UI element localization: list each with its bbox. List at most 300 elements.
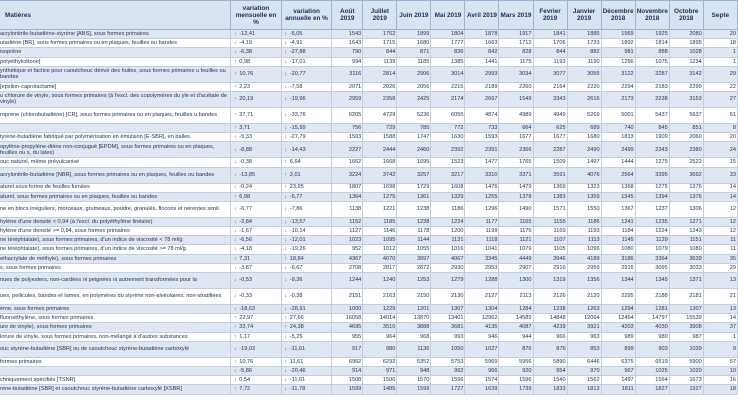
arrow-down-icon: ↓ xyxy=(284,146,288,153)
variation-value: 10,76 xyxy=(239,71,254,78)
cell-month-value: 2120 xyxy=(567,289,601,305)
variation-value: -0,33 xyxy=(239,293,252,300)
table-row[interactable] xyxy=(0,123,738,132)
cell-variation-mensuelle xyxy=(231,236,282,245)
arrow-up-icon: ↑ xyxy=(233,96,237,103)
table-row[interactable] xyxy=(0,167,738,183)
cell-month-value: 2189 xyxy=(465,82,499,91)
cell-month-value: 1485 xyxy=(363,385,397,394)
cell-month-value: 1599 xyxy=(332,385,363,394)
cell-variation-mensuelle xyxy=(231,183,282,192)
cell-matiere: lorure de vinyle, sous formes primaires, non-mélangé à d'autres substances xyxy=(0,332,231,341)
cell-month-value: 1113 xyxy=(567,236,601,245)
arrow-down-icon: ↓ xyxy=(284,193,288,200)
cell-month-value: 1762 xyxy=(363,30,397,39)
variation-value: -6,38 xyxy=(239,49,252,56)
cell-month-value: 1677 xyxy=(533,133,567,142)
cell-month-value: 5900 xyxy=(669,357,703,366)
cell-matiere: ne en blocs irréguliers, morceaux, grumeaux, poudre, granulés, flocons et nérentes simil. xyxy=(0,201,231,217)
cell-variation-annuelle xyxy=(281,39,332,48)
header-month[interactable]: Septe xyxy=(703,1,737,30)
cell-variation-annuelle xyxy=(281,236,332,245)
cell-variation-mensuelle xyxy=(231,82,282,91)
cell-month-value: 1177 xyxy=(465,217,499,226)
cell-month-value: 1079 xyxy=(635,245,669,254)
header-month[interactable]: Décembre 2018 xyxy=(601,1,635,30)
cell-month-value: 876 xyxy=(533,341,567,357)
cell-month-value: 992 xyxy=(431,366,465,375)
cell-month-value: 3639 xyxy=(669,254,703,263)
cell-variation-annuelle xyxy=(281,192,332,201)
cell-month-value: 1185 xyxy=(397,57,431,66)
table-row[interactable] xyxy=(0,357,738,366)
arrow-down-icon: ↓ xyxy=(233,206,237,213)
variation-value: 2,23 xyxy=(239,83,251,90)
cell-variation-mensuelle xyxy=(231,158,282,167)
cell-matiere: acrylonitrile-butadiène-styrène [ABS], sous formes primaires xyxy=(0,30,231,39)
header-month[interactable]: Juin 2019 xyxy=(397,1,431,30)
table-row[interactable] xyxy=(0,323,738,332)
cell-matiere: polyéthylcétone] xyxy=(0,57,231,66)
table-row[interactable] xyxy=(0,314,738,323)
cell-month-value: 790 xyxy=(332,48,363,57)
cell-month-value: 2391 xyxy=(465,142,499,158)
table-row[interactable] xyxy=(0,254,738,263)
cell-month-value: 1281 xyxy=(635,305,669,314)
cell-month-value: 1376 xyxy=(669,183,703,192)
variation-value: -0,38 xyxy=(239,159,252,166)
table-row[interactable] xyxy=(0,30,738,39)
arrow-up-icon: ↑ xyxy=(233,315,237,322)
cell-month-value: 1152 xyxy=(332,217,363,226)
cell-month-value: 1477 xyxy=(465,158,499,167)
cell-month-value: 1253 xyxy=(397,273,431,289)
cell-month-value: 980 xyxy=(635,332,669,341)
cell-month-value: 882 xyxy=(567,48,601,57)
table-row[interactable] xyxy=(0,201,738,217)
cell-month-value: 1639 xyxy=(465,385,499,394)
cell-month-value: 1345 xyxy=(601,192,635,201)
arrow-down-icon: ↓ xyxy=(284,228,288,235)
cell-month-value: 1221 xyxy=(363,201,397,217)
cell-month-value: 917 xyxy=(332,341,363,357)
cell-month-value: 2126 xyxy=(533,289,567,305)
cell-variation-annuelle xyxy=(281,123,332,132)
cell-matiere: opylène-propylène-diène non-conjugué [EPDM], sous formes primaires ou en plaques, feuilles ou s, du latex) xyxy=(0,142,231,158)
arrow-down-icon: ↓ xyxy=(284,277,288,284)
table-row[interactable] xyxy=(0,91,738,107)
header-month[interactable]: Janvier 2019 xyxy=(567,1,601,30)
arrow-up-icon: ↑ xyxy=(233,71,237,78)
arrow-up-icon: ↑ xyxy=(284,255,288,262)
cell-month-value: 2164 xyxy=(533,82,567,91)
variation-value: -19,26 xyxy=(289,246,306,253)
variation-value: 10,76 xyxy=(239,358,254,365)
cell-month-value: 967 xyxy=(601,366,635,375)
header-month[interactable]: Juillet 2019 xyxy=(363,1,397,30)
variation-value: -10,14 xyxy=(289,228,306,235)
arrow-down-icon: ↓ xyxy=(284,333,288,340)
cell-month-value: 971 xyxy=(363,366,397,375)
header-month[interactable]: Avril 2019 xyxy=(465,1,499,30)
table-row[interactable] xyxy=(0,305,738,314)
variation-value: -33,76 xyxy=(289,112,306,119)
cell-month-value: 1668 xyxy=(363,158,397,167)
arrow-down-icon: ↓ xyxy=(233,40,237,47)
table-row[interactable] xyxy=(0,366,738,375)
cell-variation-annuelle xyxy=(281,201,332,217)
cell-month-value: 1344 xyxy=(601,273,635,289)
cell-month-value: 729 xyxy=(363,123,397,132)
cell-month-value: 1564 xyxy=(635,376,669,385)
cell-month-value: 4729 xyxy=(363,107,397,123)
table-row[interactable] xyxy=(0,192,738,201)
table-row[interactable] xyxy=(0,289,738,305)
cell-month-value: 1234 xyxy=(669,57,703,66)
cell-month-value: 1503 xyxy=(332,133,363,142)
cell-month-value: 1229 xyxy=(363,305,397,314)
cell-matiere: ethacrylate de méthyle), sous formes primaires xyxy=(0,254,231,263)
table-row[interactable] xyxy=(0,183,738,192)
table-row[interactable] xyxy=(0,142,738,158)
table-row[interactable] xyxy=(0,385,738,394)
arrow-up-icon: ↑ xyxy=(233,358,237,365)
cell-matiere: ure de vinyle), sous formes primaires xyxy=(0,323,231,332)
cell-month-value: 1715 xyxy=(363,39,397,48)
cell-month-value: 3997 xyxy=(397,254,431,263)
cell-month-value: 8 xyxy=(703,123,737,132)
table-row[interactable] xyxy=(0,39,738,48)
cell-month-value: 4203 xyxy=(601,323,635,332)
cell-month-value: 3591 xyxy=(533,167,567,183)
cell-month-value: 2490 xyxy=(567,142,601,158)
header-month[interactable]: Mai 2019 xyxy=(431,1,465,30)
cell-month-value: 2993 xyxy=(465,66,499,82)
header-var-annuelle[interactable]: variation annuelle en % xyxy=(281,1,332,30)
table-row[interactable] xyxy=(0,245,738,254)
arrow-up-icon: ↑ xyxy=(233,83,237,90)
cell-month-value: 1814 xyxy=(635,39,669,48)
cell-month-value: 2163 xyxy=(363,289,397,305)
cell-month-value: 966 xyxy=(465,366,499,375)
variation-value: 7,31 xyxy=(239,255,251,262)
table-row[interactable] xyxy=(0,57,738,66)
cell-month-value: 844 xyxy=(533,48,567,57)
cell-month-value: 5637 xyxy=(669,107,703,123)
cell-month-value: 20 xyxy=(703,133,737,142)
cell-month-value: 6446 xyxy=(567,357,601,366)
arrow-down-icon: ↓ xyxy=(284,386,288,393)
cell-month-value: 2238 xyxy=(635,91,669,107)
cell-month-value: 1300 xyxy=(499,273,533,289)
cell-month-value: 1899 xyxy=(397,30,431,39)
cell-month-value: 1643 xyxy=(332,39,363,48)
cell-month-value: 1238 xyxy=(397,201,431,217)
cell-month-value: 35 xyxy=(703,254,737,263)
header-month[interactable]: Novembre 2018 xyxy=(635,1,669,30)
arrow-down-icon: ↓ xyxy=(233,277,237,284)
variation-value: 0,98 xyxy=(239,58,251,65)
table-row[interactable] xyxy=(0,227,738,236)
cell-month-value: 1306 xyxy=(669,201,703,217)
variation-value: -6,56 xyxy=(239,237,252,244)
cell-month-value: 3510 xyxy=(363,323,397,332)
table-row[interactable] xyxy=(0,217,738,226)
table-row[interactable] xyxy=(0,376,738,385)
cell-variation-annuelle xyxy=(281,385,332,394)
cell-month-value: 1 xyxy=(703,48,737,57)
variation-value: -5,86 xyxy=(239,367,252,374)
variation-value: -12,41 xyxy=(239,30,256,37)
cell-month-value: 1550 xyxy=(567,201,601,217)
cell-month-value: 1596 xyxy=(499,376,533,385)
table-row[interactable] xyxy=(0,158,738,167)
table-row[interactable] xyxy=(0,82,738,91)
variation-value: -6,77 xyxy=(239,206,252,213)
cell-month-value: 1129 xyxy=(635,236,669,245)
cell-month-value: 2150 xyxy=(397,289,431,305)
variation-value: 23,95 xyxy=(289,184,304,191)
cell-month-value: 9 xyxy=(703,341,737,357)
cell-month-value: 5956 xyxy=(499,357,533,366)
variation-value: -11,61 xyxy=(289,346,306,353)
cell-month-value: 3681 xyxy=(431,323,465,332)
cell-matiere: ouc naturel, même prévulcanisé xyxy=(0,158,231,167)
cell-variation-annuelle xyxy=(281,183,332,192)
cell-matiere: isoprène xyxy=(0,48,231,57)
table-row[interactable] xyxy=(0,236,738,245)
cell-month-value: 1608 xyxy=(431,183,465,192)
cell-month-value: 1588 xyxy=(363,133,397,142)
cell-matiere: ne téréphtalate), sous formes primaires, d'un indice de viscosité < 78 ml/g xyxy=(0,236,231,245)
cell-month-value: 5001 xyxy=(601,107,635,123)
variation-value: -13,57 xyxy=(289,218,306,225)
arrow-down-icon: ↓ xyxy=(233,264,237,271)
cell-month-value: 16 xyxy=(703,376,737,385)
header-month[interactable]: Août 2019 xyxy=(332,1,363,30)
cell-month-value: 2215 xyxy=(431,82,465,91)
table-row[interactable] xyxy=(0,263,738,272)
table-row[interactable] xyxy=(0,332,738,341)
cell-month-value: 1243 xyxy=(669,227,703,236)
variation-value: -20,77 xyxy=(289,71,306,78)
arrow-up-icon: ↑ xyxy=(284,171,288,178)
cell-month-value: 11 xyxy=(703,236,737,245)
cell-variation-mensuelle xyxy=(231,314,282,323)
cell-month-value: 845 xyxy=(635,123,669,132)
cell-month-value: 1479 xyxy=(499,183,533,192)
cell-month-value: 18 xyxy=(703,39,737,48)
cell-month-value: 1892 xyxy=(601,39,635,48)
cell-month-value: 6205 xyxy=(332,107,363,123)
cell-month-value: 21 xyxy=(703,289,737,305)
cell-month-value: 3946 xyxy=(533,254,567,263)
cell-variation-mensuelle xyxy=(231,385,282,394)
cell-month-value: 1329 xyxy=(431,192,465,201)
cell-variation-mensuelle xyxy=(231,142,282,158)
cell-month-value: 1307 xyxy=(431,305,465,314)
table-row[interactable] xyxy=(0,341,738,357)
cell-month-value: 22 xyxy=(703,82,737,91)
cell-month-value: 1178 xyxy=(397,227,431,236)
cell-month-value: 3364 xyxy=(635,254,669,263)
cell-month-value: 1368 xyxy=(601,183,635,192)
cell-month-value: 1096 xyxy=(567,245,601,254)
cell-month-value: 2916 xyxy=(533,263,567,272)
cell-month-value: 3908 xyxy=(669,323,703,332)
cell-variation-annuelle xyxy=(281,254,332,263)
cell-month-value: 2460 xyxy=(397,142,431,158)
cell-month-value: 2366 xyxy=(499,142,533,158)
arrow-up-icon: ↑ xyxy=(284,324,288,331)
cell-month-value: 1673 xyxy=(669,376,703,385)
cell-month-value: 24 xyxy=(703,142,737,158)
cell-month-value: 1677 xyxy=(499,133,533,142)
variation-value: -0,24 xyxy=(239,184,252,191)
cell-month-value: 1238 xyxy=(533,305,567,314)
variation-value: -18,63 xyxy=(239,305,256,312)
cell-month-value: 2060 xyxy=(669,133,703,142)
arrow-down-icon: ↓ xyxy=(284,58,288,65)
variation-value: 1,17 xyxy=(239,333,251,340)
cell-month-value: 1841 xyxy=(533,30,567,39)
cell-matiere: ne téréphtalate), sous formes primaires, d'un indice de viscosité >= 78 ml/g xyxy=(0,245,231,254)
cell-month-value: 2392 xyxy=(431,142,465,158)
cell-matiere: s, sous formes primaires xyxy=(0,263,231,272)
arrow-down-icon: ↓ xyxy=(233,146,237,153)
table-row[interactable] xyxy=(0,133,738,142)
variation-value: -27,79 xyxy=(289,134,306,141)
cell-month-value: 1118 xyxy=(465,236,499,245)
variation-value: -19,03 xyxy=(239,346,256,353)
cell-month-value: 1359 xyxy=(567,192,601,201)
header-matieres[interactable]: Matières xyxy=(0,1,231,30)
cell-month-value: 27 xyxy=(703,91,737,107)
cell-month-value: 1500 xyxy=(363,376,397,385)
cell-month-value: 1909 xyxy=(635,133,669,142)
cell-month-value: 1284 xyxy=(499,305,533,314)
arrow-down-icon: ↓ xyxy=(233,346,237,353)
cell-month-value: 1144 xyxy=(397,236,431,245)
cell-month-value: 1041 xyxy=(465,245,499,254)
table-row[interactable] xyxy=(0,273,738,289)
cell-month-value: 5269 xyxy=(567,107,601,123)
cell-variation-mensuelle xyxy=(231,305,282,314)
cell-variation-annuelle xyxy=(281,263,332,272)
header-var-mensuelle[interactable]: variation mensuelle en % xyxy=(231,1,282,30)
cell-month-value: 1378 xyxy=(499,192,533,201)
variation-value: -5,25 xyxy=(289,333,303,340)
cell-month-value: 51 xyxy=(703,107,737,123)
variation-value: 18,84 xyxy=(289,255,304,262)
cell-month-value: 1630 xyxy=(431,133,465,142)
cell-month-value: 1190 xyxy=(567,57,601,66)
cell-month-value: 955 xyxy=(332,332,363,341)
cell-variation-annuelle xyxy=(281,289,332,305)
cell-month-value: 4367 xyxy=(332,254,363,263)
cell-month-value: 1593 xyxy=(465,133,499,142)
cell-month-value: 1383 xyxy=(533,192,567,201)
arrow-down-icon: ↓ xyxy=(233,305,237,312)
cell-month-value: 1238 xyxy=(397,217,431,226)
cell-month-value: 2181 xyxy=(669,289,703,305)
cell-month-value: 987 xyxy=(669,332,703,341)
cell-matiere: ynthétique et factice pour caoutchouc dérivé des huiles, sous formes primaires u feuilles ou bandes xyxy=(0,66,231,82)
cell-variation-mensuelle xyxy=(231,273,282,289)
cell-month-value: 903 xyxy=(635,341,669,357)
cell-matiere xyxy=(0,366,231,375)
cell-month-value: 1075 xyxy=(635,57,669,66)
table-row[interactable] xyxy=(0,66,738,82)
cell-month-value: 1193 xyxy=(533,57,567,66)
arrow-up-icon: ↑ xyxy=(233,333,237,340)
variation-value: -12,01 xyxy=(289,237,306,244)
cell-month-value: 1256 xyxy=(601,57,635,66)
variation-value: -13,85 xyxy=(239,171,256,178)
variation-value: 33,74 xyxy=(239,324,254,331)
cell-month-value: 1833 xyxy=(533,385,567,394)
cell-variation-mensuelle xyxy=(231,66,282,82)
cell-month-value: 6055 xyxy=(431,107,465,123)
cell-variation-annuelle xyxy=(281,158,332,167)
cell-month-value: 3122 xyxy=(601,66,635,82)
cell-month-value: 2174 xyxy=(431,91,465,107)
cell-month-value: 1523 xyxy=(431,158,465,167)
cell-month-value: 4030 xyxy=(635,323,669,332)
arrow-down-icon: ↓ xyxy=(233,237,237,244)
cell-month-value: 664 xyxy=(499,123,533,132)
cell-month-value: 3345 xyxy=(465,254,499,263)
cell-month-value: 836 xyxy=(431,48,465,57)
header-month[interactable]: Octobre 2018 xyxy=(669,1,703,30)
header-month[interactable]: Fevrier 2019 xyxy=(533,1,567,30)
arrow-down-icon: ↓ xyxy=(233,184,237,191)
cell-month-value: 16058 xyxy=(332,314,363,323)
cell-month-value: 3921 xyxy=(567,323,601,332)
cell-month-value: 1107 xyxy=(533,236,567,245)
cell-variation-mensuelle xyxy=(231,107,282,123)
variation-value: -6,67 xyxy=(289,264,303,271)
header-month[interactable]: Mars 2019 xyxy=(499,1,533,30)
cell-matiere: utadiène [BR], sous formes primaires ou en plaques, feuilles ou bandes xyxy=(0,39,231,48)
cell-month-value: 33 xyxy=(703,167,737,183)
cell-month-value: 756 xyxy=(332,123,363,132)
cell-month-value: 4695 xyxy=(332,323,363,332)
cell-month-value: 980 xyxy=(363,341,397,357)
cell-month-value: 2522 xyxy=(669,158,703,167)
cell-variation-annuelle xyxy=(281,376,332,385)
cell-month-value: 5969 xyxy=(465,357,499,366)
cell-matiere: aturel, sous formes primaires ou en plaques, feuilles ou bandes xyxy=(0,192,231,201)
variation-value: -3,87 xyxy=(239,264,252,271)
cell-month-value: 981 xyxy=(601,48,635,57)
cell-month-value: 1139 xyxy=(363,57,397,66)
cell-month-value: 1680 xyxy=(397,39,431,48)
arrow-down-icon: ↓ xyxy=(284,134,288,141)
cell-month-value: 1371 xyxy=(669,273,703,289)
cell-month-value: 1193 xyxy=(567,227,601,236)
cell-month-value: 2499 xyxy=(601,142,635,158)
cell-month-value: 1131 xyxy=(431,236,465,245)
table-row[interactable] xyxy=(0,48,738,57)
cell-month-value: 2959 xyxy=(567,263,601,272)
cell-month-value: 625 xyxy=(533,123,567,132)
cell-month-value: 13870 xyxy=(397,314,431,323)
table-row[interactable] xyxy=(0,107,738,123)
variation-value: -5,33 xyxy=(239,134,252,141)
cell-matiere: aturel sous forme de feuilles fumées xyxy=(0,183,231,192)
cell-month-value: 3186 xyxy=(601,254,635,263)
